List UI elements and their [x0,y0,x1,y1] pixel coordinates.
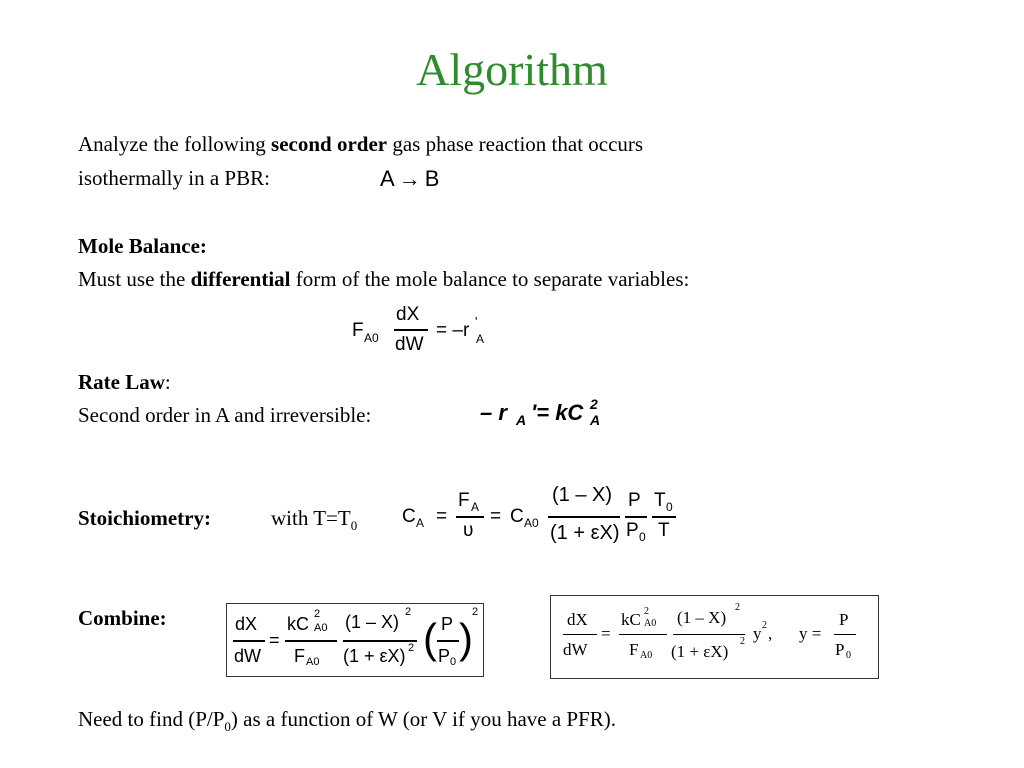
reactant: A [380,166,395,191]
st-t0: T [654,490,666,511]
c2-fa0: F [629,640,639,659]
c1-xden-sup: 2 [408,642,415,654]
c2-y-def: y = [799,624,822,643]
mb-bold: differential [190,267,291,291]
stoich-equation [402,482,692,554]
c2-comma: , [768,624,773,643]
intro-line-1 [78,131,643,157]
stoich-heading [78,505,211,531]
mole-balance-heading [78,233,207,259]
st-t0-sub: 0 [666,500,673,514]
c2-xden-sup: 2 [740,636,745,647]
rate-law-title: Rate Law [78,370,165,394]
product: B [424,166,440,191]
st-nu: υ [463,520,474,541]
stoich-condition [271,505,357,539]
rl-eq-lhs-sub: A [516,412,527,428]
c2-p0: P [835,640,845,659]
c2-kc-sup: 2 [644,606,649,617]
st-p0: P [626,520,639,541]
c1-fa0-sub: A0 [306,656,320,668]
combine-title: Combine: [78,606,167,630]
rate-law-heading [78,369,171,395]
c1-fa0: F [294,646,305,666]
mb-eq-r-sub: A [476,332,485,346]
combine-equation-1 [226,603,484,677]
mb-eq-rhs: = –r [436,320,470,341]
intro-bold: second order [271,132,388,156]
mb-post: form of the mole balance to separate variables: [290,267,690,291]
rl-eq-lhs: – r [480,400,507,425]
rate-law-text: Second order in A and irreversible: [78,403,372,427]
c1-xnum: (1 – X) [345,612,400,632]
combine-heading [78,605,167,631]
st-ca0: C [510,506,524,527]
stoich-cond-sub: 0 [350,518,358,534]
st-fa: F [458,490,470,511]
stoich-title: Stoichiometry: [78,506,211,530]
c1-lparen: ( [423,615,437,662]
footer-post: ) as a function of W (or V if you have a PFR). [230,707,617,731]
arrow-icon: → [398,166,421,191]
mb-eq-f: F [352,320,364,341]
c2-p0-sub: 0 [846,650,851,661]
c1-p0-sub: 0 [450,656,457,668]
intro-text-end: gas phase reaction that occurs [387,132,644,156]
slide-title: Algorithm [416,44,608,95]
mb-eq-num: dX [396,304,420,325]
c1-eq: = [269,630,280,650]
combine-equation-2 [550,595,879,679]
c2-num: dX [567,610,588,629]
c1-kc-sup: 2 [314,608,321,620]
c1-num: dX [235,614,258,634]
st-c-sub: A [416,516,425,530]
c1-p: P [441,614,454,634]
c2-fa0-sub: A0 [640,650,653,661]
rate-law-colon: : [164,370,171,394]
footer-pre: Need to find (P/P [78,707,225,731]
c2-xnum-sup: 2 [735,602,740,613]
st-p: P [628,490,641,511]
rl-eq-sub: A [590,412,601,428]
c1-den: dW [234,646,261,666]
st-eq2: = [490,506,502,527]
c2-xnum: (1 – X) [677,608,727,627]
c2-eq: = [601,624,611,643]
footer-text [78,706,616,740]
st-ca0-sub: A0 [524,516,539,530]
c2-y: y [753,624,762,643]
reaction-equation [380,166,439,192]
mole-balance-title: Mole Balance: [78,234,207,258]
c2-den: dW [563,640,588,659]
c2-xden: (1 + εX) [671,642,729,661]
st-fa-sub: A [471,500,480,514]
st-num: (1 – X) [552,484,613,506]
c2-kc-sub: A0 [644,618,657,629]
c1-rparen: ) [459,615,473,662]
st-eq1: = [436,506,448,527]
mb-eq-prime: ' [475,314,478,329]
c1-xnum-sup: 2 [405,606,412,618]
c1-kc: kC [287,614,309,634]
st-den: (1 + εX) [550,522,620,544]
mole-balance-equation [352,304,512,364]
intro-text: Analyze the following [78,132,272,156]
mb-pre: Must use the [78,267,191,291]
c2-kc: kC [621,610,641,629]
c2-y-sup: 2 [762,620,767,631]
rate-law-equation [480,396,620,432]
footer-sub: 0 [224,719,231,735]
mb-eq-f-sub: A0 [364,331,379,345]
c1-xden: (1 + εX) [343,646,406,666]
c1-kc-sub: A0 [314,622,328,634]
st-p0-sub: 0 [639,530,646,544]
intro-line-2: isothermally in a PBR: [78,166,270,190]
c1-p0: P [438,646,451,666]
stoich-cond-text: with T=T [271,506,351,530]
st-t: T [658,520,670,541]
st-c: C [402,506,416,527]
c2-p: P [839,610,849,629]
rl-eq-mid: '= kC [531,400,584,425]
mole-balance-text [78,266,689,292]
mb-eq-den: dW [395,334,424,355]
rl-eq-sup: 2 [590,396,598,412]
c1-outer-sup: 2 [472,606,479,618]
